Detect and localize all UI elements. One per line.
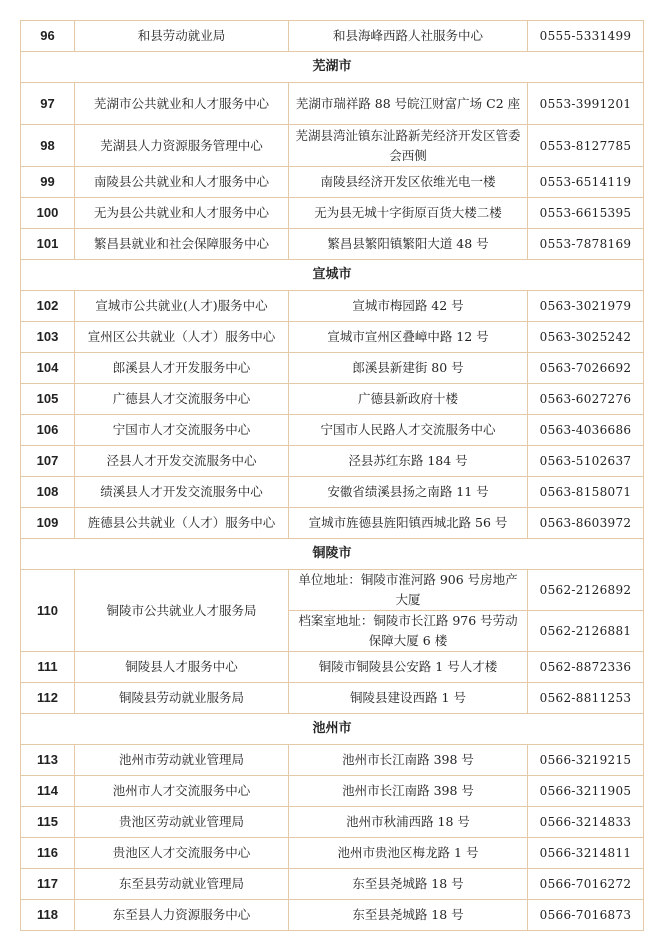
organization-name: 无为县公共就业和人才服务中心: [75, 198, 289, 229]
address: 宣城市旌德县旌阳镇西城北路 56 号: [289, 508, 528, 539]
organization-name: 宣州区公共就业（人才）服务中心: [75, 322, 289, 353]
table-row: [21, 869, 644, 900]
organization-name: 郎溪县人才开发服务中心: [75, 353, 289, 384]
address: 池州市长江南路 398 号: [289, 776, 528, 807]
table-row: [21, 229, 644, 260]
table-row: [21, 838, 644, 869]
city-header-row: [21, 260, 644, 291]
address: 无为县无城十字街原百货大楼二楼: [289, 198, 528, 229]
table-row: [21, 807, 644, 838]
phone-number: 0563-7026692: [528, 353, 644, 384]
row-number: 115: [21, 807, 75, 838]
table-row: [21, 745, 644, 776]
phone-number: 0566-3214811: [528, 838, 644, 869]
address: 池州市秋浦西路 18 号: [289, 807, 528, 838]
phone-number: 0563-8158071: [528, 477, 644, 508]
row-number: 96: [21, 21, 75, 52]
phone-number: 0553-6514119: [528, 167, 644, 198]
row-number: 99: [21, 167, 75, 198]
address: 芜湖县湾沚镇东沚路新芜经济开发区管委会西侧: [289, 125, 528, 167]
organization-name: 广德县人才交流服务中心: [75, 384, 289, 415]
phone-number: 0566-7016272: [528, 869, 644, 900]
table-row: [21, 384, 644, 415]
phone-number: 0563-3021979: [528, 291, 644, 322]
address: 广德县新政府十楼: [289, 384, 528, 415]
table-row: [21, 125, 644, 167]
organization-name: 贵池区劳动就业管理局: [75, 807, 289, 838]
organization-name: 池州市人才交流服务中心: [75, 776, 289, 807]
organization-name: 泾县人才开发交流服务中心: [75, 446, 289, 477]
row-number: 113: [21, 745, 75, 776]
address: 宣城市宣州区叠嶂中路 12 号: [289, 322, 528, 353]
phone-number: 0553-7878169: [528, 229, 644, 260]
address: 宁国市人民路人才交流服务中心: [289, 415, 528, 446]
row-number: 102: [21, 291, 75, 322]
table-row: [21, 900, 644, 931]
city-name: 芜湖市: [21, 52, 644, 83]
organization-name: 东至县劳动就业管理局: [75, 869, 289, 900]
address: 繁昌县繁阳镇繁阳大道 48 号: [289, 229, 528, 260]
city-name: 铜陵市: [21, 539, 644, 570]
row-number: 106: [21, 415, 75, 446]
city-name: 宣城市: [21, 260, 644, 291]
phone-number: 0562-8811253: [528, 683, 644, 714]
address: 东至县尧城路 18 号: [289, 900, 528, 931]
row-number: 100: [21, 198, 75, 229]
table-row: [21, 322, 644, 353]
phone-number: 0563-3025242: [528, 322, 644, 353]
row-number: 97: [21, 83, 75, 125]
address: 池州市贵池区梅龙路 1 号: [289, 838, 528, 869]
organization-name: 芜湖县人力资源服务管理中心: [75, 125, 289, 167]
city-header-row: [21, 52, 644, 83]
row-number: 101: [21, 229, 75, 260]
phone-number: 0566-7016873: [528, 900, 644, 931]
table-row: [21, 353, 644, 384]
table-row: [21, 415, 644, 446]
address: 郎溪县新建街 80 号: [289, 353, 528, 384]
organization-name: 南陵县公共就业和人才服务中心: [75, 167, 289, 198]
phone-number: 0553-8127785: [528, 125, 644, 167]
address: 东至县尧城路 18 号: [289, 869, 528, 900]
address: 铜陵县建设西路 1 号: [289, 683, 528, 714]
row-number: 107: [21, 446, 75, 477]
organization-name: 和县劳动就业局: [75, 21, 289, 52]
phone-number: 0563-8603972: [528, 508, 644, 539]
row-number: 104: [21, 353, 75, 384]
phone-number: 0566-3219215: [528, 745, 644, 776]
table-row: [21, 83, 644, 125]
row-number: 103: [21, 322, 75, 353]
address: 宣城市梅园路 42 号: [289, 291, 528, 322]
organization-name: 繁昌县就业和社会保障服务中心: [75, 229, 289, 260]
phone-number: 0563-6027276: [528, 384, 644, 415]
address: 池州市长江南路 398 号: [289, 745, 528, 776]
table-row: [21, 652, 644, 683]
table-row: [21, 21, 644, 52]
city-header-row: [21, 714, 644, 745]
phone-number: 0562-8872336: [528, 652, 644, 683]
organization-name: 绩溪县人才开发交流服务中心: [75, 477, 289, 508]
organization-name: 铜陵县人才服务中心: [75, 652, 289, 683]
phone-number: 0566-3211905: [528, 776, 644, 807]
phone-number: 0555-5331499: [528, 21, 644, 52]
phone-number: 0553-6615395: [528, 198, 644, 229]
row-number: 108: [21, 477, 75, 508]
table-row: [21, 570, 644, 611]
row-number: 118: [21, 900, 75, 931]
row-number: 110: [21, 570, 75, 652]
row-number: 111: [21, 652, 75, 683]
organization-name: 池州市劳动就业管理局: [75, 745, 289, 776]
row-number: 112: [21, 683, 75, 714]
organization-name: 宣城市公共就业(人才)服务中心: [75, 291, 289, 322]
phone-number: 0563-4036686: [528, 415, 644, 446]
row-number: 114: [21, 776, 75, 807]
organization-name: 宁国市人才交流服务中心: [75, 415, 289, 446]
table-row: [21, 446, 644, 477]
organization-name: 铜陵市公共就业人才服务局: [75, 570, 289, 652]
address: 南陵县经济开发区依维光电一楼: [289, 167, 528, 198]
address: 泾县苏红东路 184 号: [289, 446, 528, 477]
organization-name: 贵池区人才交流服务中心: [75, 838, 289, 869]
address: 和县海峰西路人社服务中心: [289, 21, 528, 52]
table-row: [21, 683, 644, 714]
organization-name: 铜陵县劳动就业服务局: [75, 683, 289, 714]
organization-name: 芜湖市公共就业和人才服务中心: [75, 83, 289, 125]
row-number: 98: [21, 125, 75, 167]
table-row: [21, 477, 644, 508]
address: 单位地址：铜陵市淮河路 906 号房地产大厦: [289, 570, 528, 611]
city-name: 池州市: [21, 714, 644, 745]
table-row: [21, 776, 644, 807]
phone-number: 0562-2126892: [528, 570, 644, 611]
organization-name: 东至县人力资源服务中心: [75, 900, 289, 931]
row-number: 116: [21, 838, 75, 869]
phone-number: 0553-3991201: [528, 83, 644, 125]
phone-number: 0566-3214833: [528, 807, 644, 838]
phone-number: 0563-5102637: [528, 446, 644, 477]
city-header-row: [21, 539, 644, 570]
table-row: [21, 291, 644, 322]
row-number: 117: [21, 869, 75, 900]
address: 芜湖市瑞祥路 88 号皖江财富广场 C2 座: [289, 83, 528, 125]
address: 档案室地址：铜陵市长江路 976 号劳动保障大厦 6 楼: [289, 611, 528, 652]
row-number: 105: [21, 384, 75, 415]
table-row: [21, 198, 644, 229]
address: 铜陵市铜陵县公安路 1 号人才楼: [289, 652, 528, 683]
table-row: [21, 508, 644, 539]
phone-number: 0562-2126881: [528, 611, 644, 652]
row-number: 109: [21, 508, 75, 539]
address: 安徽省绩溪县扬之南路 11 号: [289, 477, 528, 508]
organization-name: 旌德县公共就业（人才）服务中心: [75, 508, 289, 539]
employment-service-directory-table: [20, 20, 644, 931]
table-row: [21, 167, 644, 198]
